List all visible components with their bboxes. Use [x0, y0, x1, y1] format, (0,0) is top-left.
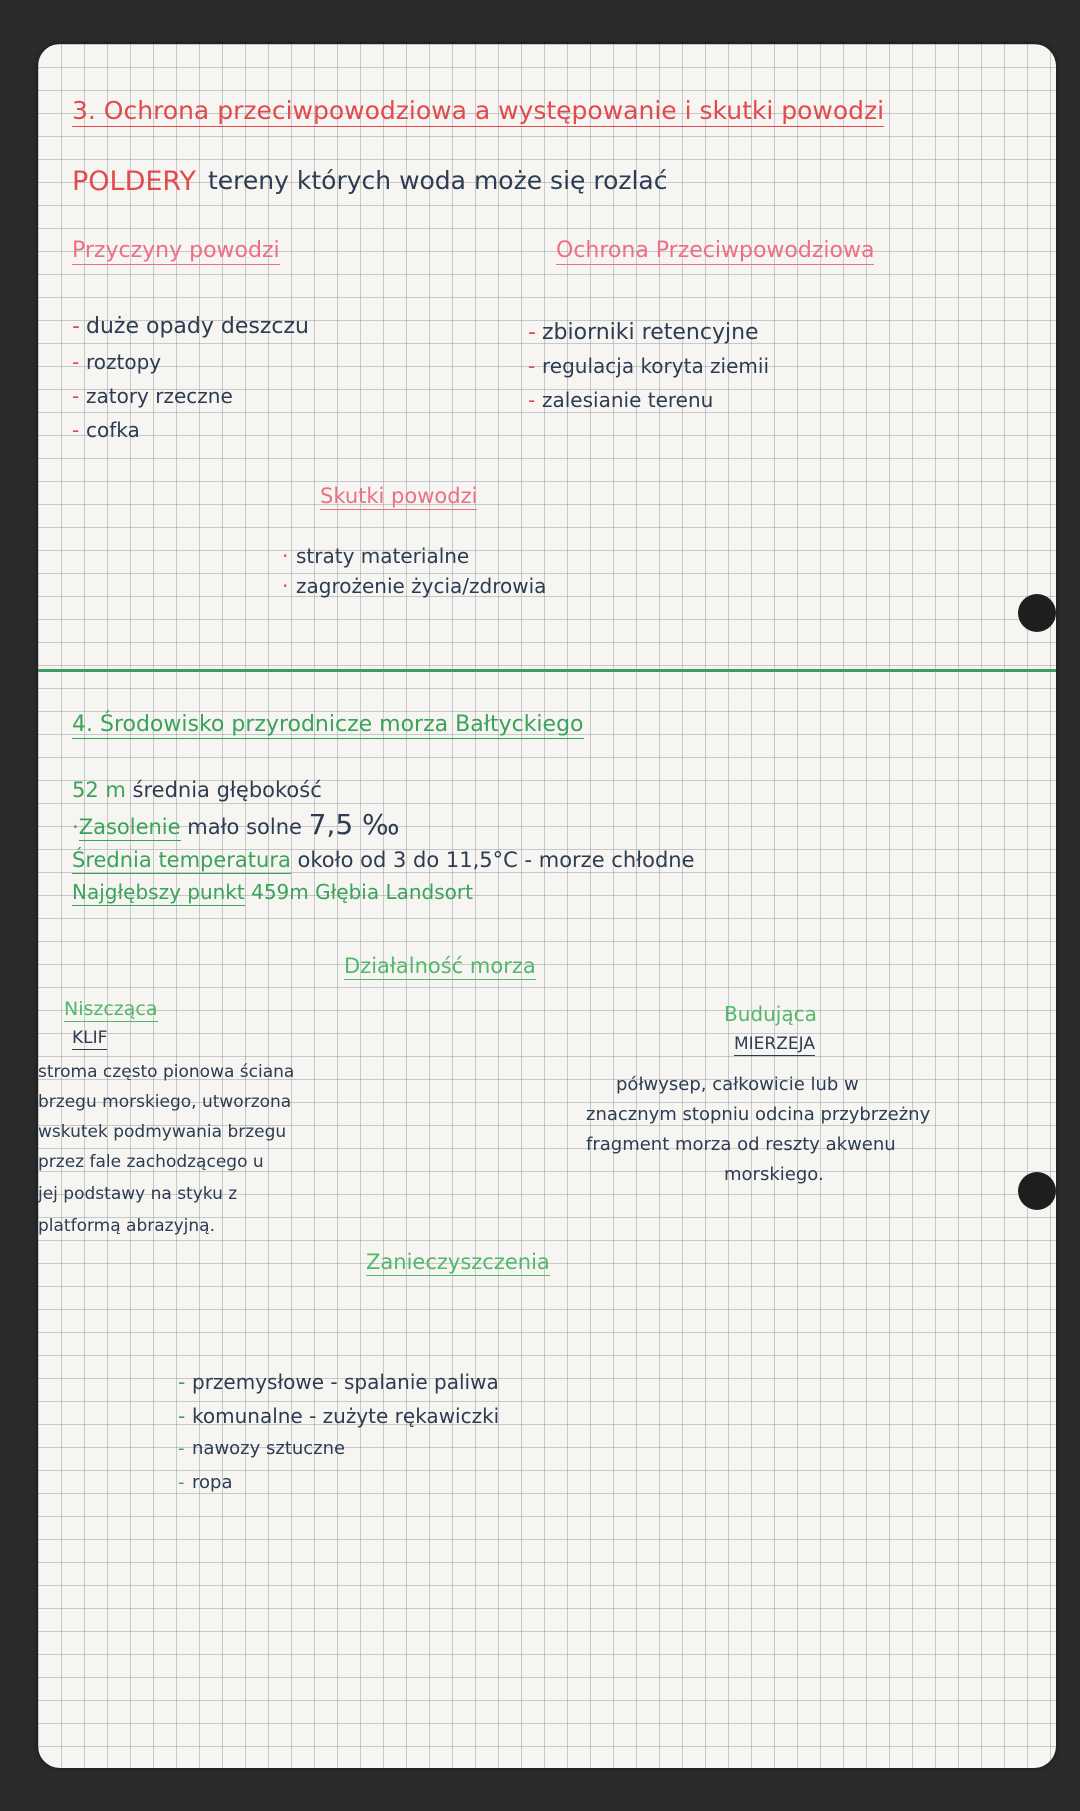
protection-heading: Ochrona Przeciwpowodziowa [556, 238, 875, 263]
cause-item: - cofka [72, 418, 140, 442]
notebook-page [38, 44, 1056, 1768]
binder-hole [1018, 594, 1056, 632]
effects-heading: Skutki powodzi [320, 484, 478, 508]
klif-line: stroma często pionowa ściana [38, 1062, 295, 1082]
protection-item: - zalesianie terenu [528, 388, 714, 412]
poldery-term: POLDERY [72, 166, 196, 197]
klif-line: platformą abrazyjną. [38, 1216, 215, 1236]
mierzeja-line: fragment morza od reszty akwenu [586, 1134, 896, 1155]
effect-item: · straty materialne [282, 544, 470, 568]
effect-item: · zagrożenie życia/zdrowia [282, 574, 547, 598]
mierzeja-term: MIERZEJA [734, 1034, 815, 1054]
sea-activity-heading: Działalność morza [344, 954, 536, 978]
protection-item: - zbiorniki retencyjne [528, 320, 759, 345]
klif-term: KLIF [72, 1028, 108, 1048]
causes-heading: Przyczyny powodzi [72, 238, 280, 263]
building-heading: Budująca [724, 1002, 817, 1026]
klif-line: przez fale zachodzącego u [38, 1152, 264, 1172]
mierzeja-line: półwysep, całkowicie lub w [616, 1074, 859, 1095]
destructive-heading: Niszcząca [64, 998, 158, 1020]
klif-line: brzegu morskiego, utworzona [38, 1092, 292, 1112]
klif-line: jej podstawy na styku z [38, 1184, 238, 1204]
cause-item: - roztopy [72, 350, 162, 374]
section-4-title: 4. Środowisko przyrodnicze morza Bałtyckiego [72, 712, 584, 737]
section-3-title: 3. Ochrona przeciwpowodziowa a występowanie i skutki powodzi [72, 96, 885, 125]
cause-item: - zatory rzeczne [72, 384, 233, 408]
depth-row: 52 m średnia głębokość [72, 778, 322, 802]
klif-line: wskutek podmywania brzegu [38, 1122, 287, 1142]
mierzeja-line: morskiego. [724, 1164, 824, 1185]
binder-hole [1018, 1172, 1056, 1210]
section-divider [38, 669, 1056, 672]
pollution-item: - nawozy sztuczne [178, 1438, 346, 1459]
poldery-definition: tereny których woda może się rozlać [208, 166, 668, 195]
mierzeja-line: znacznym stopniu odcina przybrzeżny [586, 1104, 931, 1125]
pollution-heading: Zanieczyszczenia [366, 1250, 550, 1274]
pollution-item: - przemysłowe - spalanie paliwa [178, 1370, 499, 1394]
temperature-row: Średnia temperatura około od 3 do 11,5°C - morze chłodne [72, 848, 695, 872]
pollution-item: - komunalne - zużyte rękawiczki [178, 1404, 500, 1428]
protection-item: - regulacja koryta ziemii [528, 354, 770, 378]
pollution-item: - ropa [178, 1472, 233, 1493]
salinity-row: ·Zasolenie mało solne 7,5 ‰ [72, 808, 400, 841]
cause-item: - duże opady deszczu [72, 314, 309, 339]
deepest-point-row: Najgłębszy punkt 459m Głębia Landsort [72, 880, 473, 904]
